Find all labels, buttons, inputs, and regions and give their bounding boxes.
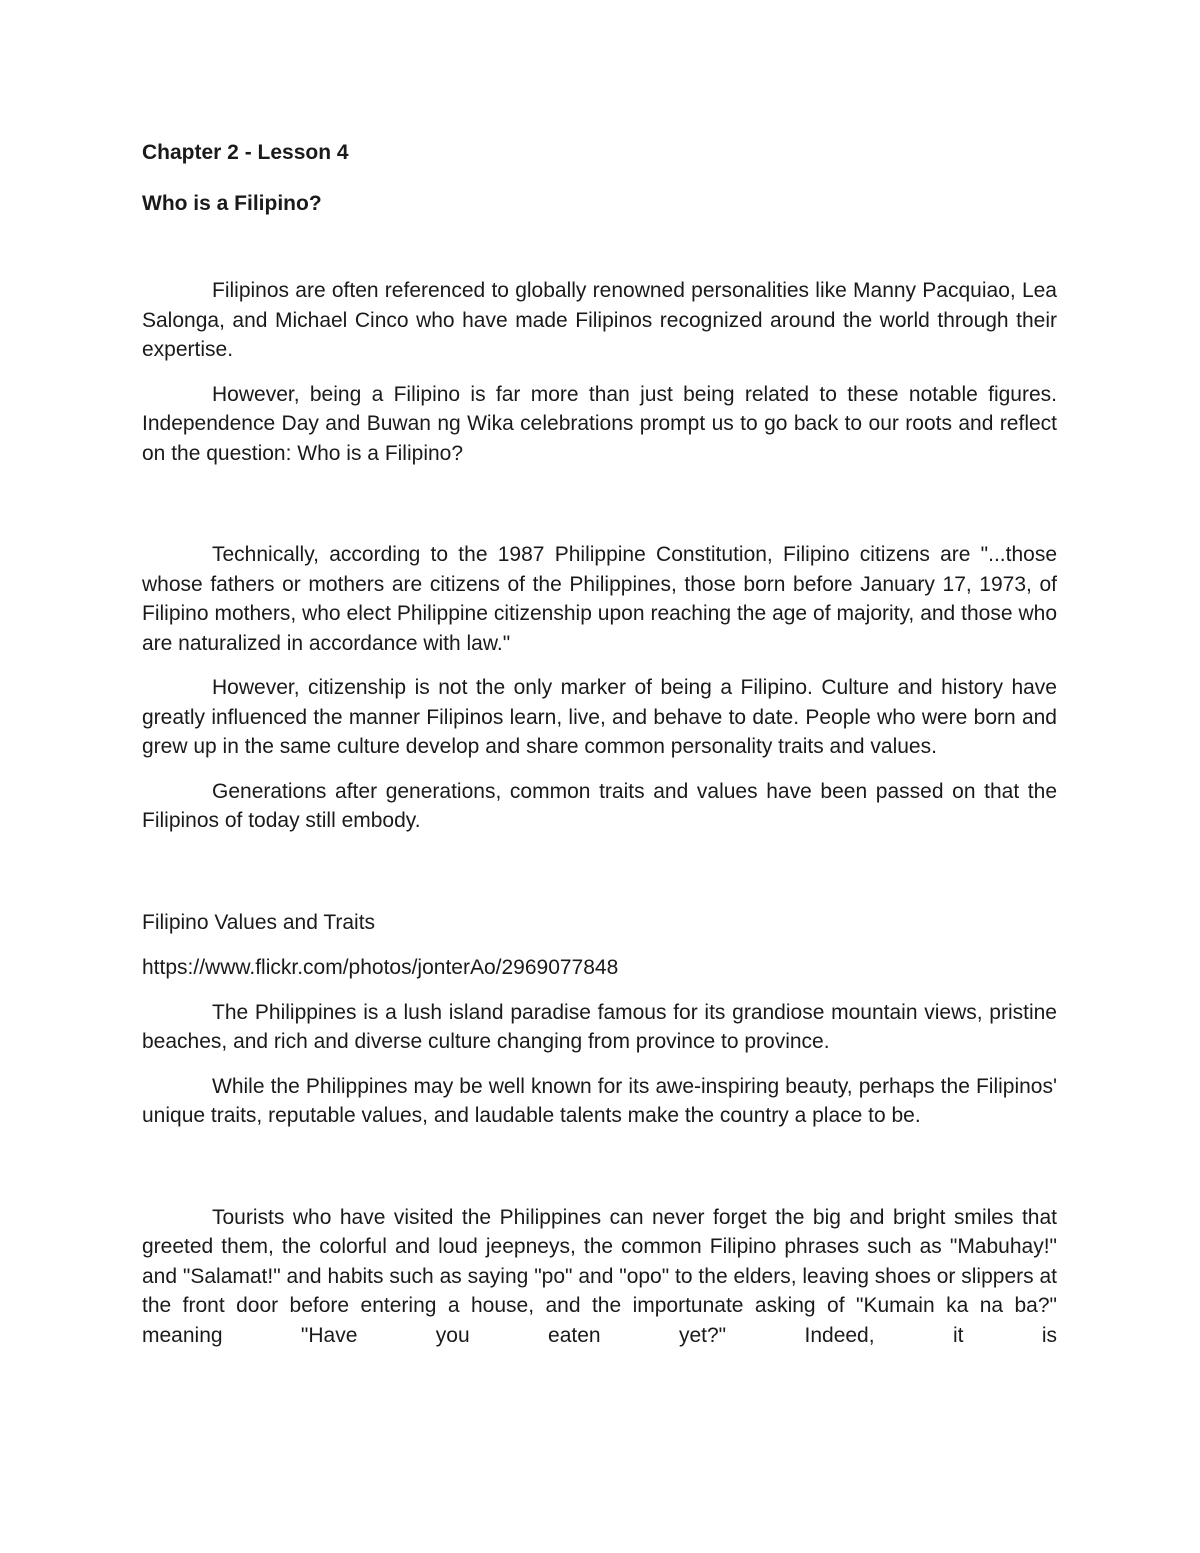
paragraph-values-2: While the Philippines may be well known for its awe-inspiring beauty, perhaps the Filipinos' unique traits, reputable values, and laudable talents make the country a place to be.	[142, 1074, 1057, 1127]
paragraph-citizenship-2: However, citizenship is not the only marker of being a Filipino. Culture and history have greatly influenced the manner Filipinos learn, live, and behave to date. People who were born and grew up in the same culture develop and share common personality traits and values.	[142, 676, 1057, 758]
paragraph-citizenship-1: Technically, according to the 1987 Philippine Constitution, Filipino citizens are "...those whose fathers or mothers are citizens of the Philippines, those born before January 17, 1973, of Filipino mothers, who elect Philippine citizenship upon reaching the age of majority, and those who are naturalized in accordance with law."	[142, 543, 1057, 655]
paragraph-values-1: The Philippines is a lush island paradise famous for its grandiose mountain views, pristine beaches, and rich and diverse culture changing from province to province.	[142, 1000, 1057, 1053]
section-gap	[142, 483, 1057, 540]
section-heading-values: Filipino Values and Traits	[142, 910, 376, 934]
section-gap	[142, 1146, 1057, 1203]
paragraph-intro-1: Filipinos are often referenced to globally renowned personalities like Manny Pacquiao, Lea Salonga, and Michael Cinco who have made Filipinos recognized around the world through their expertise.	[142, 279, 1057, 361]
section-gap	[142, 851, 1057, 908]
paragraph-intro-2: However, being a Filipino is far more than just being related to these notable figures. Independence Day and Buwan ng Wika celebrations prompt us to go back to our roots and reflect on the question: Who is a Filipino?	[142, 382, 1057, 465]
lesson-title: Who is a Filipino?	[142, 192, 322, 215]
source-link[interactable]: https://www.flickr.com/photos/jonterAo/2969077848	[142, 955, 619, 979]
paragraph-tourists: Tourists who have visited the Philippines can never forget the big and bright smiles that greeted them, the colorful and loud jeepneys, the common Filipino phrases such as "Mabuhay!" and "Salamat!" and habits such as saying "po" and "opo" to the elders, leaving shoes or slippers at the front door before entering a house, and the importunate asking of "Kumain ka na ba?" meaning "Have you eaten yet?" Indeed, it is	[142, 1205, 1057, 1347]
paragraph-citizenship-3: Generations after generations, common traits and values have been passed on that the Filipinos of today still embody.	[142, 779, 1057, 832]
document-page	[142, 138, 1057, 1365]
chapter-heading: Chapter 2 - Lesson 4	[142, 141, 349, 164]
